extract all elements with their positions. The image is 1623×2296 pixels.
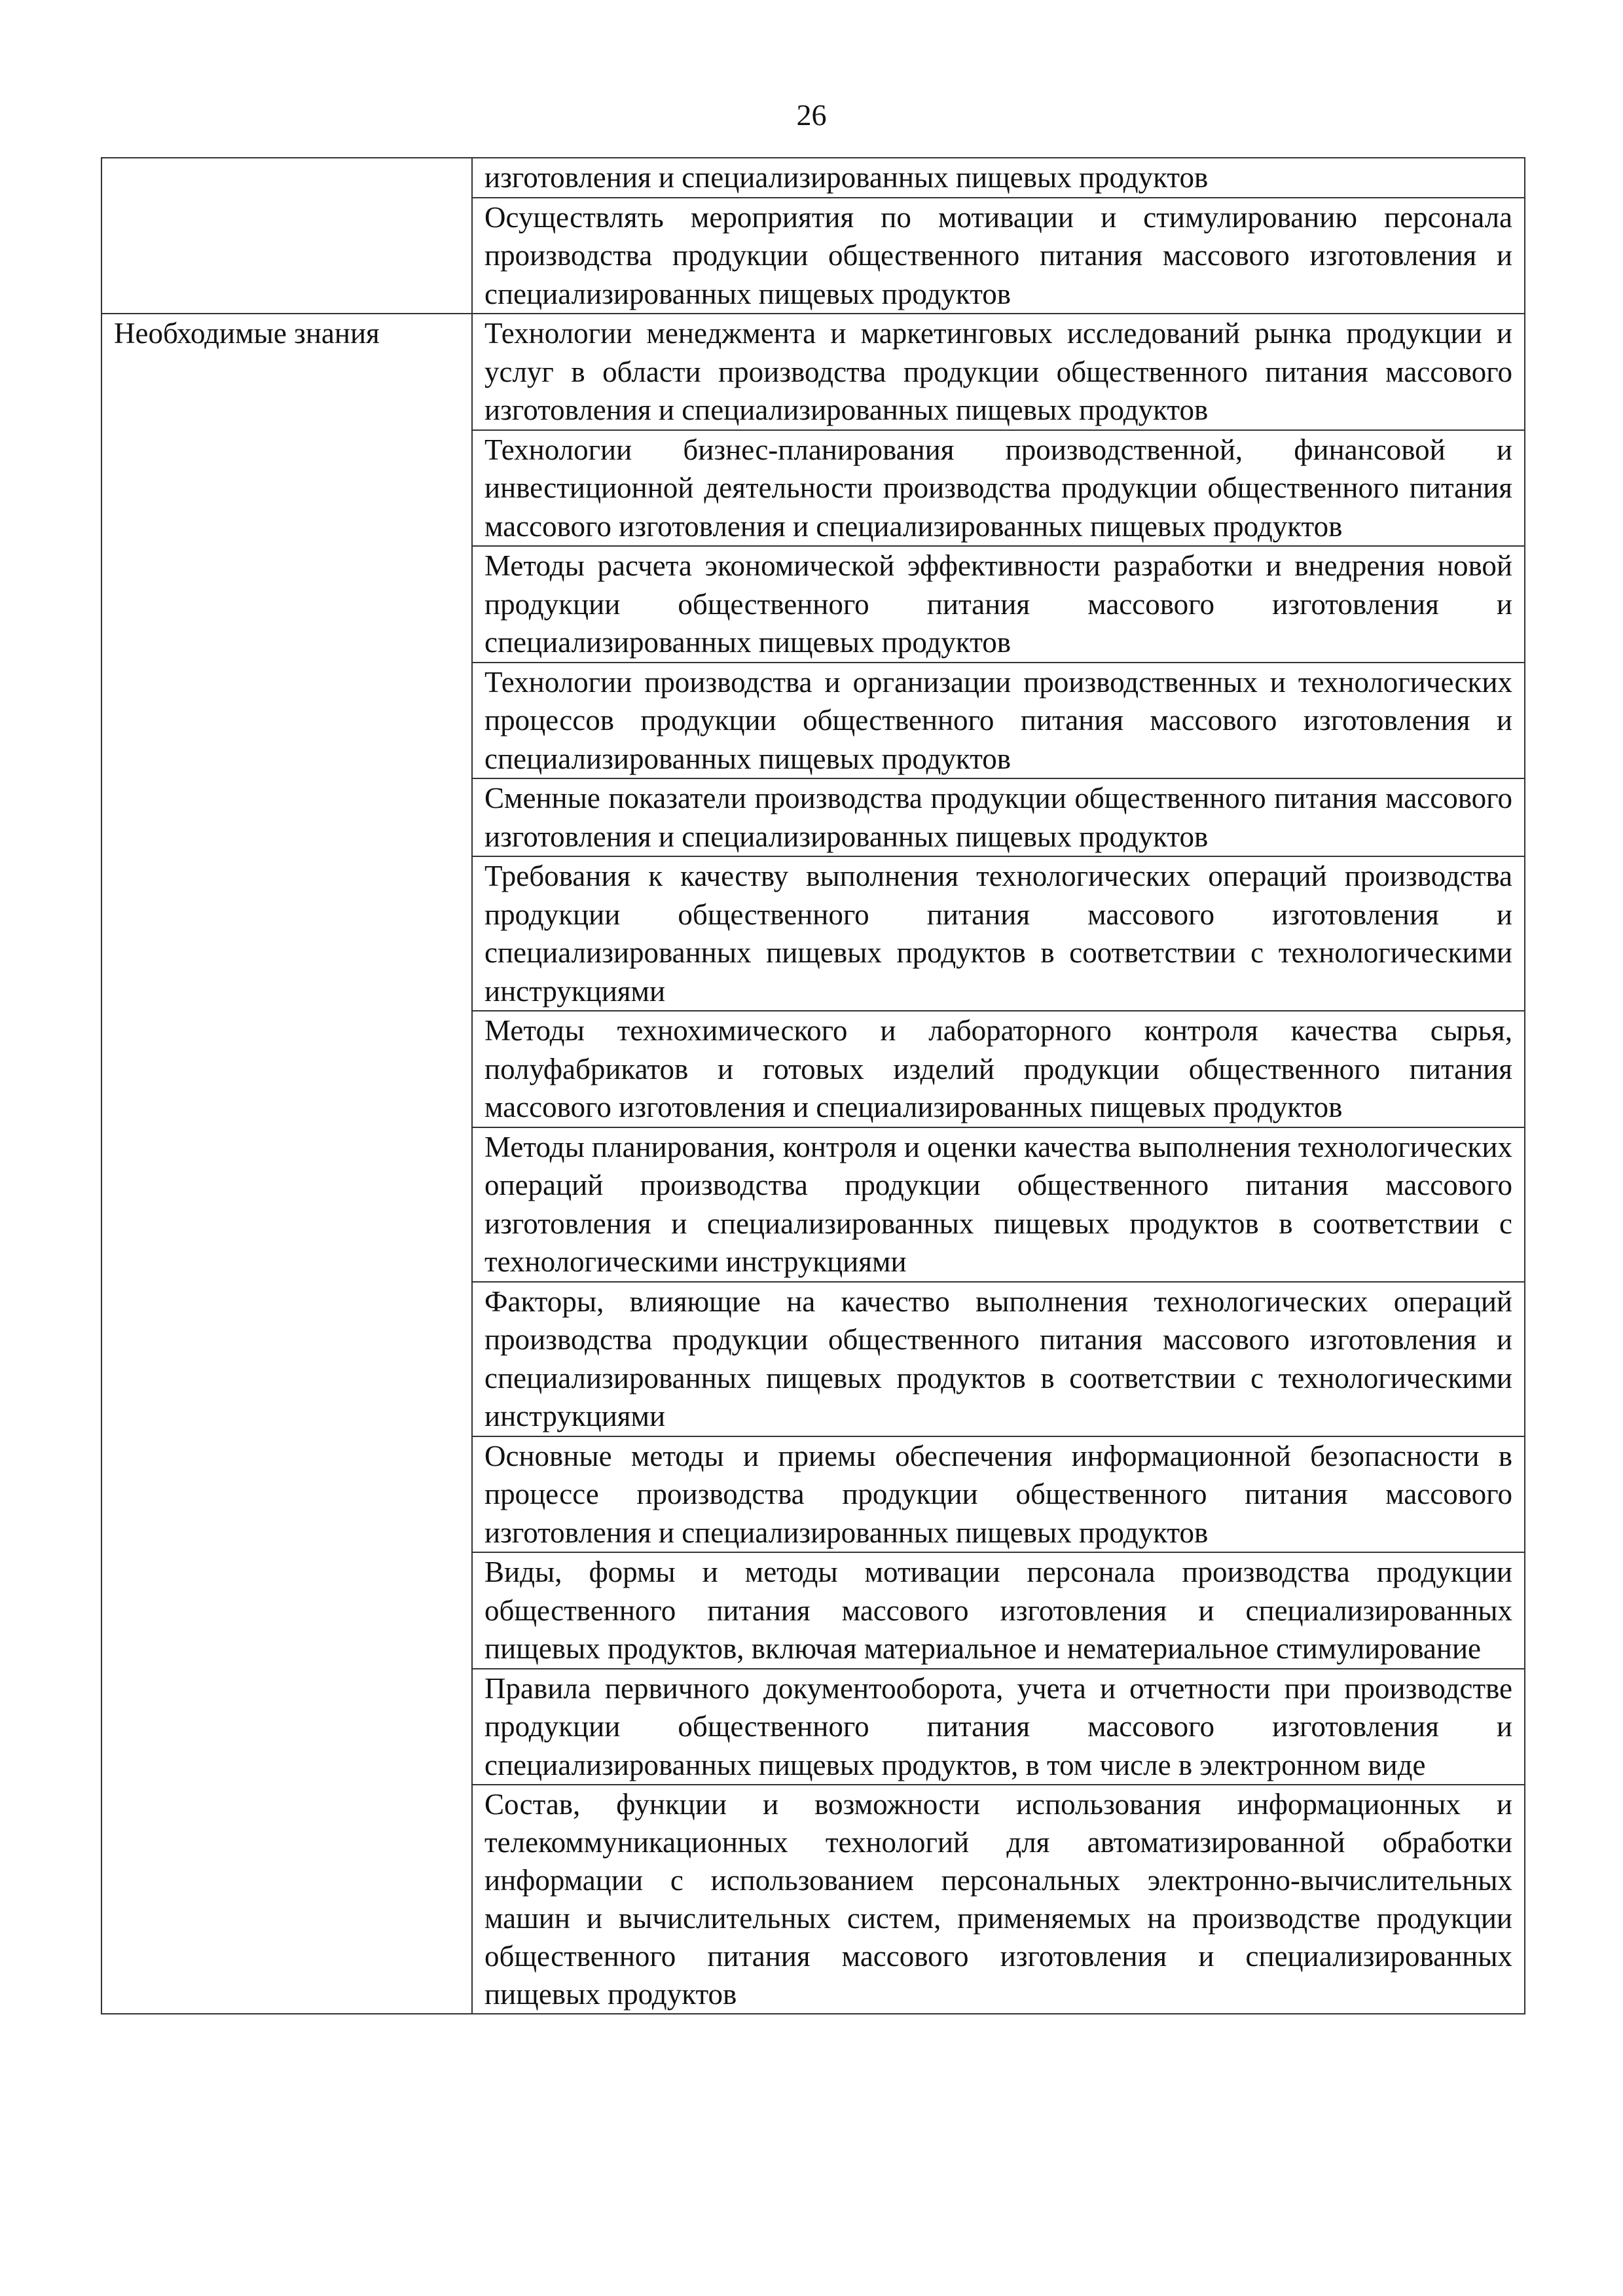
empty-label-cell <box>101 158 472 314</box>
table-cell: Методы планирования, контроля и оценки качества выполнения технологических операций производства продукции общественного питания массового изготовления и специализированных пищевых продуктов в соответствии с технологическими инструкциями <box>472 1127 1525 1282</box>
table-cell: Факторы, влияющие на качество выполнения технологических операций производства продукции общественного питания массового изготовления и специализированных пищевых продуктов в соответствии с технологическими инструкциями <box>472 1282 1525 1436</box>
table-cell: Методы расчета экономической эффективности разработки и внедрения новой продукции общественного питания массового изготовления и специализированных пищевых продуктов <box>472 546 1525 663</box>
labor-functions-table <box>101 157 1525 2014</box>
table-cell: Методы технохимического и лабораторного контроля качества сырья, полуфабрикатов и готовых изделий продукции общественного питания массового изготовления и специализированных пищевых продуктов <box>472 1011 1525 1127</box>
table-cell: Сменные показатели производства продукции общественного питания массового изготовления и специализированных пищевых продуктов <box>472 778 1525 856</box>
table-cell: Технологии производства и организации производственных и технологических процессов продукции общественного питания массового изготовления и специализированных пищевых продуктов <box>472 663 1525 779</box>
table-cell: Осуществлять мероприятия по мотивации и стимулированию персонала производства продукции общественного питания массового изготовления и специализированных пищевых продуктов <box>472 198 1525 314</box>
table-cell: Правила первичного документооборота, учета и отчетности при производстве продукции общественного питания массового изготовления и специализированных пищевых продуктов, в том числе в электронном виде <box>472 1669 1525 1785</box>
table-cell: Технологии бизнес-планирования производственной, финансовой и инвестиционной деятельности производства продукции общественного питания массового изготовления и специализированных пищевых продуктов <box>472 430 1525 547</box>
table-cell: Технологии менеджмента и маркетинговых исследований рынка продукции и услуг в области производства продукции общественного питания массового изготовления и специализированных пищевых продуктов <box>472 314 1525 430</box>
knowledge-label-cell: Необходимые знания <box>101 314 472 2014</box>
table-cell: изготовления и специализированных пищевых продуктов <box>472 158 1525 198</box>
table-cell: Основные методы и приемы обеспечения информационной безопасности в процессе производства продукции общественного питания массового изготовления и специализированных пищевых продуктов <box>472 1436 1525 1553</box>
table-row <box>101 158 1525 198</box>
table-cell: Состав, функции и возможности использования информационных и телекоммуникационных технологий для автоматизированной обработки информации с использованием персональных электронно-вычислительных машин и вычислительных систем, применяемых на производстве продукции общественного питания массового изготовления и специализированных пищевых продуктов <box>472 1785 1525 2014</box>
table-cell: Виды, формы и методы мотивации персонала производства продукции общественного питания массового изготовления и специализированных пищевых продуктов, включая материальное и нематериальное стимулирование <box>472 1552 1525 1669</box>
table-cell: Требования к качеству выполнения технологических операций производства продукции общественного питания массового изготовления и специализированных пищевых продуктов в соответствии с технологическими инструкциями <box>472 856 1525 1011</box>
page-number: 26 <box>796 98 827 132</box>
table-row <box>101 314 1525 430</box>
